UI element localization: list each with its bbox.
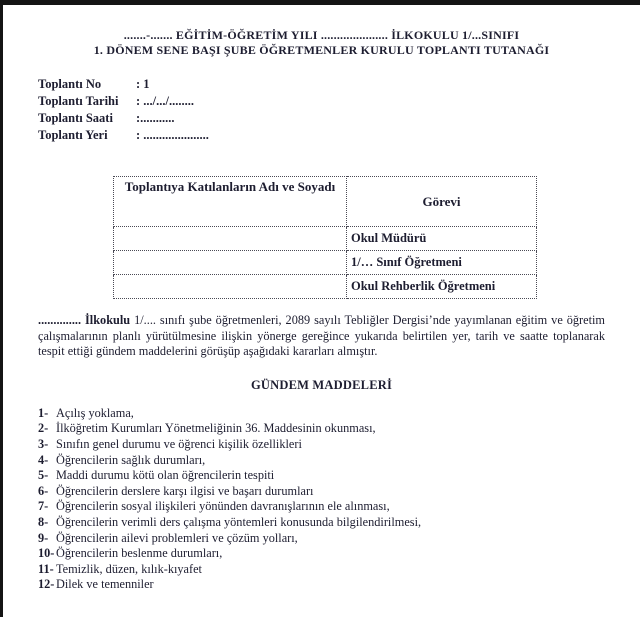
document-content	[38, 28, 605, 593]
attendee-role-cell: Okul Rehberlik Öğretmeni	[347, 275, 537, 299]
meeting-place-label: Toplantı Yeri	[38, 128, 108, 142]
list-item	[38, 421, 605, 437]
introduction-paragraph	[38, 313, 605, 360]
agenda-item-number: 11-	[38, 561, 54, 576]
agenda-item-text: İlköğretim Kurumları Yönetmeliğinin 36. Maddesinin okunması,	[56, 421, 376, 436]
agenda-item-number: 9-	[38, 530, 49, 545]
agenda-item-text: Öğrencilerin verimli ders çalışma yöntemleri konusunda bilgilendirilmesi,	[56, 514, 422, 529]
agenda-item-number: 2-	[38, 421, 49, 436]
agenda-item-number: 10-	[38, 546, 55, 561]
meeting-place-value: : .....................	[136, 128, 209, 142]
agenda-item-text: Öğrencilerin beslenme durumları,	[56, 546, 223, 561]
agenda-list	[38, 406, 605, 593]
agenda-item-number: 3-	[38, 436, 49, 451]
meeting-time-value: :...........	[136, 111, 175, 125]
agenda-item-text: Öğrencilerin ailevi problemleri ve çözüm yolları,	[56, 530, 298, 545]
table-row	[114, 275, 537, 299]
list-item	[38, 499, 605, 515]
agenda-item-text: Öğrencilerin sağlık durumları,	[56, 452, 206, 467]
attendee-role-cell: 1/… Sınıf Öğretmeni	[347, 251, 537, 275]
attendee-name-cell	[114, 251, 347, 275]
attendees-name-header: Toplantıya Katılanların Adı ve Soyadı	[114, 177, 347, 227]
agenda-item-number: 4-	[38, 452, 49, 467]
meeting-time-label: Toplantı Saati	[38, 111, 113, 125]
agenda-item-text: Maddi durumu kötü olan öğrencilerin tespiti	[56, 468, 275, 483]
meta-row-meeting-place	[38, 127, 605, 144]
list-item	[38, 468, 605, 484]
agenda-item-text: Açılış yoklama,	[56, 405, 134, 420]
meeting-no-value: : 1	[136, 77, 150, 91]
document-title-line2: 1. DÖNEM SENE BAŞI ŞUBE ÖĞRETMENLER KURULU TOPLANTI TUTANAĞI	[93, 43, 550, 57]
list-item	[38, 484, 605, 500]
meta-row-meeting-time	[38, 110, 605, 127]
agenda-item-number: 7-	[38, 499, 49, 514]
scan-edge-left	[0, 0, 3, 617]
table-row	[114, 227, 537, 251]
meeting-date-value: : .../.../........	[136, 94, 194, 108]
attendees-table	[113, 176, 537, 299]
list-item	[38, 546, 605, 562]
attendee-name-cell	[114, 275, 347, 299]
agenda-item-number: 1-	[38, 405, 49, 420]
attendee-role-cell: Okul Müdürü	[347, 227, 537, 251]
agenda-item-text: Temizlik, düzen, kılık-kıyafet	[56, 561, 202, 576]
meta-row-meeting-no	[38, 76, 605, 93]
list-item	[38, 562, 605, 578]
list-item	[38, 437, 605, 453]
agenda-item-number: 6-	[38, 483, 49, 498]
agenda-item-text: Öğrencilerin sosyal ilişkileri yönünden davranışlarının ele alınması,	[56, 499, 390, 514]
list-item	[38, 577, 605, 593]
attendees-role-header: Görevi	[347, 177, 537, 227]
agenda-item-number: 12-	[38, 577, 55, 592]
document-title	[38, 28, 605, 58]
introduction-lead: .............. İlkokulu	[38, 313, 131, 327]
meta-row-meeting-date	[38, 93, 605, 110]
table-row	[114, 251, 537, 275]
agenda-item-text: Dilek ve temenniler	[56, 577, 154, 592]
attendee-name-cell	[114, 227, 347, 251]
attendees-header-row	[114, 177, 537, 227]
list-item	[38, 531, 605, 547]
meeting-date-label: Toplantı Tarihi	[38, 94, 119, 108]
meeting-no-label: Toplantı No	[38, 77, 102, 91]
list-item	[38, 515, 605, 531]
agenda-heading: GÜNDEM MADDELERİ	[250, 377, 393, 392]
introduction-text: 1/.... sınıfı şube öğretmenleri, 2089 sayılı Tebliğler Dergisi’nde yayımlanan eğitim ve öğretim çalışmalarının planlı yürütülmesine ilişkin yönerge gereğince yukarıda belirtilen yer, tarih ve saatte toplanarak tespit ettiği gündem maddelerini görüşüp aşağıdaki kararları almıştır.	[38, 313, 605, 359]
meeting-meta	[38, 76, 605, 144]
list-item	[38, 453, 605, 469]
list-item	[38, 406, 605, 422]
agenda-item-number: 8-	[38, 514, 49, 529]
scan-edge-top	[0, 0, 640, 5]
agenda-item-text: Öğrencilerin derslere karşı ilgisi ve başarı durumları	[56, 483, 314, 498]
document-title-line1: .......-....... EĞİTİM-ÖĞRETİM YILI ..................... İLKOKULU 1/...SINIFI	[123, 28, 520, 42]
agenda-item-number: 5-	[38, 468, 49, 483]
agenda-item-text: Sınıfın genel durumu ve öğrenci kişilik özellikleri	[56, 436, 302, 451]
